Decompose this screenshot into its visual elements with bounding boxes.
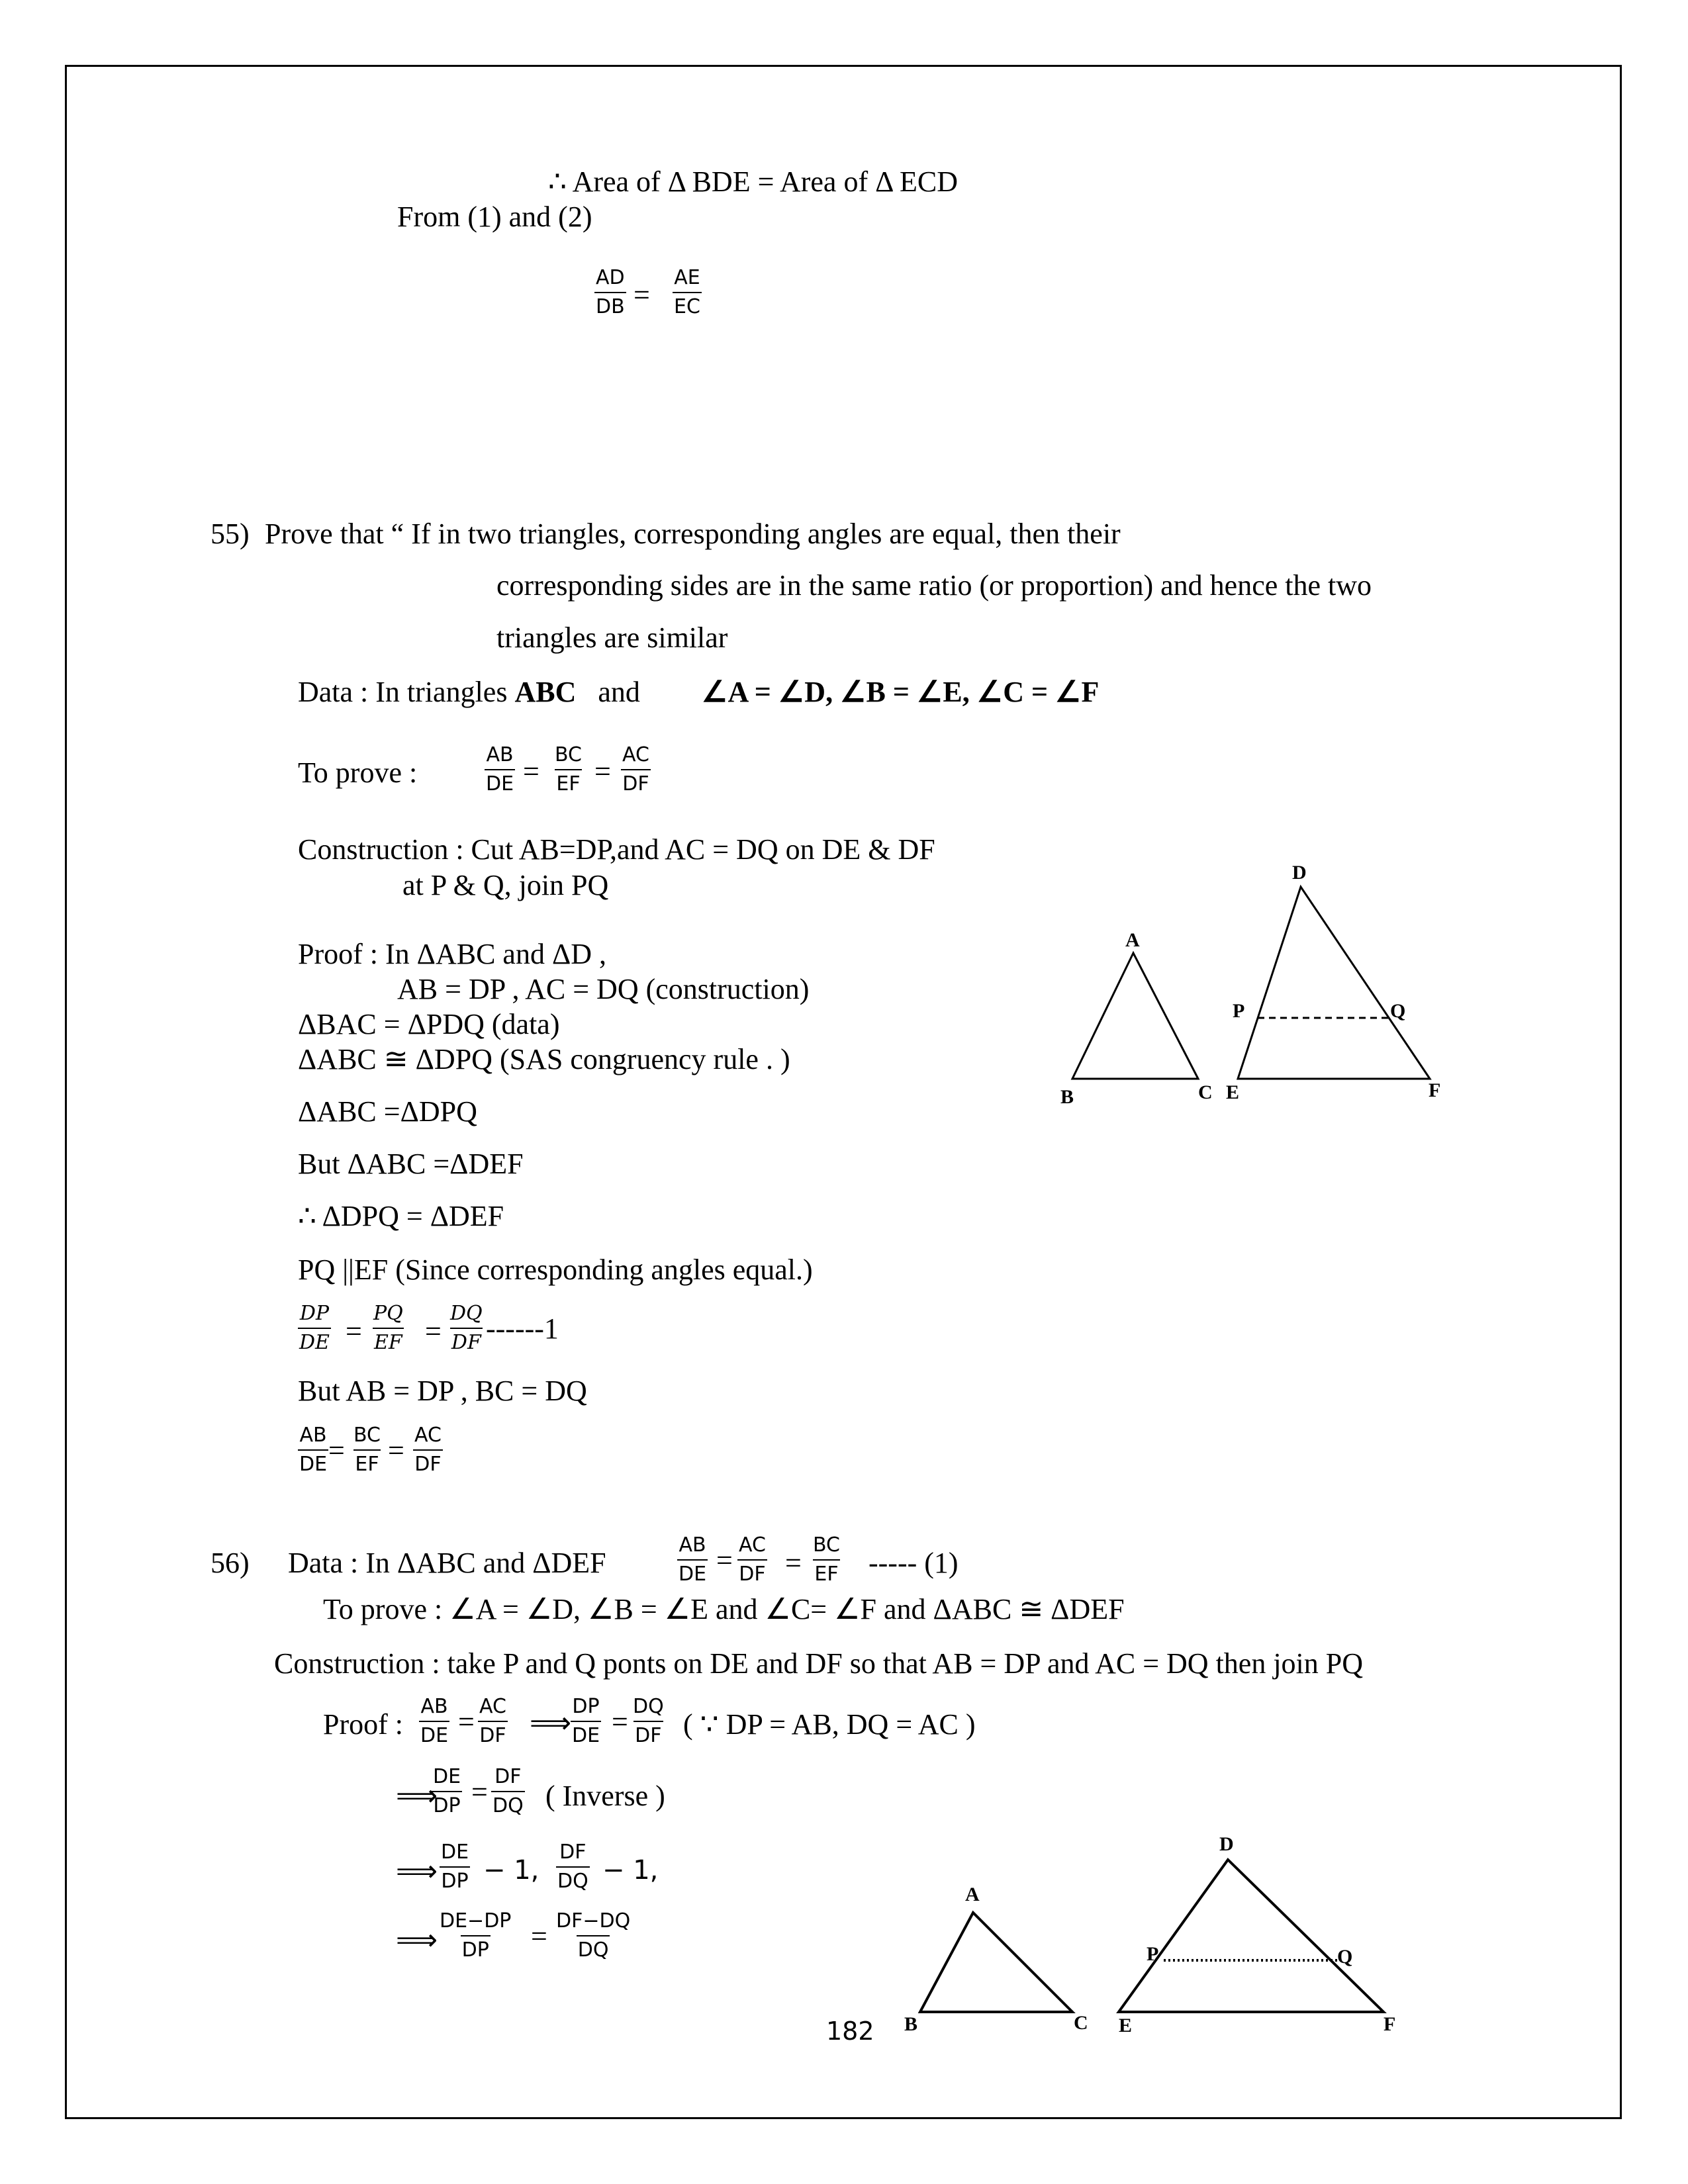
q55-construction-line1: Construction : Cut AB=DP,and AC = DQ on DE & DF bbox=[298, 833, 935, 866]
equals-sign: = bbox=[458, 1706, 475, 1738]
equals-sign: = bbox=[346, 1315, 362, 1347]
equals-sign: = bbox=[633, 279, 650, 311]
q55-triangles-figure bbox=[1046, 854, 1470, 1118]
equals-sign: = bbox=[328, 1434, 345, 1467]
fraction-bc-ef: $\frac{BC}{EF}$ bbox=[353, 1424, 381, 1476]
fraction-de-dp: $\frac{DE}{DP}$ bbox=[433, 1765, 461, 1817]
q55-to-prove-label: To prove : bbox=[298, 756, 418, 789]
from-line: From (1) and (2) bbox=[397, 201, 592, 233]
q55-title-line3: triangles are similar bbox=[496, 621, 728, 654]
equals-sign: = bbox=[594, 755, 611, 788]
label-f: F bbox=[1429, 1079, 1441, 1101]
q56-data: Data : In ΔABC and ΔDEF bbox=[288, 1547, 606, 1579]
page-number: 182 bbox=[826, 2017, 874, 2046]
fraction-ac-df: $\frac{AC}{DF}$ bbox=[739, 1533, 766, 1586]
equals-sign: = bbox=[425, 1315, 442, 1347]
label-c: C bbox=[1074, 2012, 1088, 2034]
q55-proof-line5: ΔABC =ΔDPQ bbox=[298, 1095, 477, 1128]
label-e: E bbox=[1226, 1081, 1240, 1103]
triangle-abc bbox=[1072, 953, 1198, 1079]
fraction-df-dq: $\frac{DF}{DQ}$ bbox=[492, 1765, 524, 1817]
label-p: P bbox=[1147, 1943, 1159, 1965]
q56-triangles-figure bbox=[900, 1833, 1417, 2052]
q56-construction: Construction : take P and Q ponts on DE and DF so that AB = DP and AC = DQ then join PQ bbox=[274, 1647, 1364, 1680]
equals-sign: = bbox=[471, 1776, 488, 1808]
q56-proof-label: Proof : bbox=[323, 1708, 403, 1741]
label-b: B bbox=[904, 2013, 918, 2035]
label-q: Q bbox=[1337, 1946, 1353, 1968]
area-line: ∴ Area of Δ BDE = Area of Δ ECD bbox=[548, 165, 958, 198]
q56-to-prove: To prove : ∠A = ∠D, ∠B = ∠E and ∠C= ∠F and ΔABC ≅ ΔDEF bbox=[323, 1593, 1125, 1625]
q55-proof-line7: ∴ ΔDPQ = ΔDEF bbox=[298, 1200, 504, 1232]
triangle-abc bbox=[920, 1913, 1072, 2012]
q55-proof-line4: ΔABC ≅ ΔDPQ (SAS congruency rule . ) bbox=[298, 1043, 790, 1075]
fraction-df-minus-dq: $\frac{DF-DQ}{DQ}$ bbox=[556, 1909, 631, 1962]
label-e: E bbox=[1119, 2015, 1133, 2036]
fraction-ab-de: $\frac{AB}{DE}$ bbox=[486, 743, 514, 796]
q55-number: 55) bbox=[211, 518, 250, 550]
fraction-bc-ef: $\frac{BC}{EF}$ bbox=[555, 743, 583, 796]
label-f: F bbox=[1383, 2013, 1396, 2035]
q55-proof-line2: AB = DP , AC = DQ (construction) bbox=[397, 973, 810, 1005]
equals-sign: = bbox=[388, 1434, 404, 1467]
fraction-ac-df: $\frac{AC}{DF}$ bbox=[622, 743, 649, 796]
fraction-ad-db: $\frac{AD}{DB}$ bbox=[596, 266, 625, 318]
fraction-df-dq: $\frac{DF}{DQ}$ bbox=[557, 1841, 588, 1893]
minus-one: − 1, bbox=[483, 1855, 539, 1886]
implies-arrow: ⟹ bbox=[396, 1780, 438, 1812]
minus-one: − 1, bbox=[602, 1855, 659, 1886]
label-a: A bbox=[1125, 929, 1140, 951]
q56-proof-reason: ( ∵ DP = AB, DQ = AC ) bbox=[683, 1708, 976, 1741]
triangle-def bbox=[1238, 887, 1430, 1079]
label-d: D bbox=[1219, 1833, 1234, 1855]
equals-sign: = bbox=[612, 1706, 628, 1738]
q55-but-line: But AB = DP , BC = DQ bbox=[298, 1375, 587, 1407]
fraction-pq-ef: $\frac{PQ}{EF}$ bbox=[373, 1302, 403, 1354]
q55-title-line1: Prove that “ If in two triangles, corresponding angles are equal, then their bbox=[265, 518, 1121, 550]
q55-proof-line6: But ΔABC =ΔDEF bbox=[298, 1148, 524, 1180]
q55-data-angles: ∠A = ∠D, ∠B = ∠E, ∠C = ∠F bbox=[702, 676, 1100, 708]
label-q: Q bbox=[1390, 1000, 1406, 1022]
q55-construction-line2: at P & Q, join PQ bbox=[402, 869, 609, 901]
implies-arrow: ⟹ bbox=[530, 1707, 572, 1739]
fraction-ac-df: $\frac{AC}{DF}$ bbox=[479, 1695, 506, 1747]
equals-sign: = bbox=[716, 1544, 733, 1576]
triangle-def bbox=[1119, 1860, 1383, 2012]
fraction-de-dp: $\frac{DE}{DP}$ bbox=[441, 1841, 469, 1893]
implies-arrow: ⟹ bbox=[396, 1924, 438, 1956]
fraction-ae-ec: $\frac{AE}{EC}$ bbox=[674, 266, 700, 318]
equation-label-1: ----- (1) bbox=[868, 1547, 959, 1579]
label-c: C bbox=[1198, 1081, 1213, 1103]
q55-proof-line3: ΔBAC = ΔPDQ (data) bbox=[298, 1008, 560, 1040]
q56-inverse-reason: ( Inverse ) bbox=[545, 1780, 665, 1812]
fraction-ab-de: $\frac{AB}{DE}$ bbox=[679, 1533, 707, 1586]
q55-proof-line1: Proof : In ΔABC and ΔD , bbox=[298, 938, 607, 970]
fraction-dp-de: $\frac{DP}{DE}$ bbox=[572, 1695, 600, 1747]
q55-data: Data : In triangles ABC and bbox=[298, 676, 640, 708]
fraction-dq-df: $\frac{DQ}{DF}$ bbox=[633, 1695, 664, 1747]
equation-label-1: ------1 bbox=[486, 1312, 559, 1345]
label-b: B bbox=[1060, 1086, 1074, 1108]
equals-sign: = bbox=[785, 1547, 802, 1579]
fraction-dq-df: $\frac{DQ}{DF}$ bbox=[450, 1302, 483, 1354]
label-a: A bbox=[965, 1884, 980, 1905]
fraction-dp-de: $\frac{DP}{DE}$ bbox=[299, 1302, 330, 1354]
fraction-de-minus-dp: $\frac{DE-DP}{DP}$ bbox=[440, 1909, 512, 1962]
equals-sign: = bbox=[531, 1920, 547, 1952]
fraction-bc-ef: $\frac{BC}{EF}$ bbox=[813, 1533, 841, 1586]
fraction-ac-df: $\frac{AC}{DF}$ bbox=[414, 1424, 442, 1476]
fraction-ab-de: $\frac{AB}{DE}$ bbox=[299, 1424, 328, 1476]
implies-arrow: ⟹ bbox=[396, 1855, 438, 1888]
q56-number: 56) bbox=[211, 1547, 250, 1579]
label-d: D bbox=[1292, 862, 1307, 884]
label-p: P bbox=[1233, 1000, 1245, 1022]
fraction-ab-de: $\frac{AB}{DE}$ bbox=[420, 1695, 449, 1747]
equals-sign: = bbox=[523, 755, 539, 788]
q55-proof-line8: PQ ||EF (Since corresponding angles equal.) bbox=[298, 1253, 813, 1286]
q55-title-line2: corresponding sides are in the same ratio (or proportion) and hence the two bbox=[496, 569, 1372, 602]
